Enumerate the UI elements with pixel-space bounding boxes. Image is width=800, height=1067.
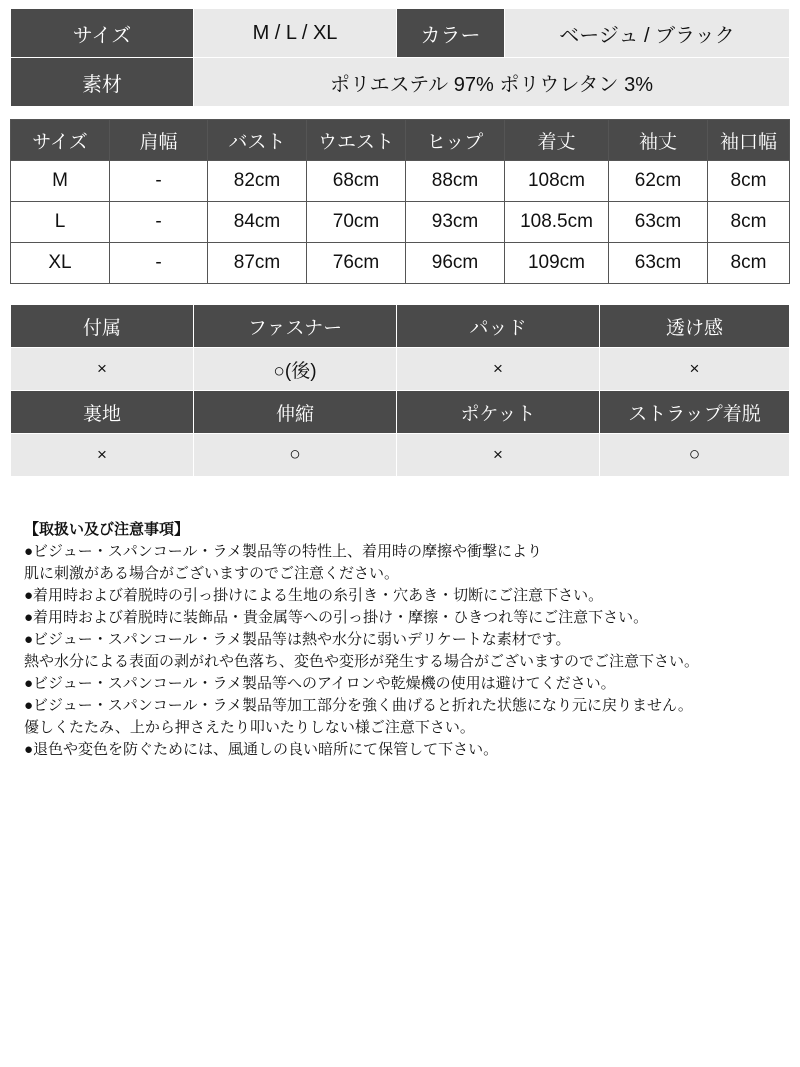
feature-header-pocket: ポケット: [397, 391, 600, 434]
cell-bust: 84cm: [208, 202, 307, 243]
cell-cuff: 8cm: [708, 202, 790, 243]
feature-value-accessory: ×: [11, 348, 194, 391]
feature-value-sheerness: ×: [600, 348, 790, 391]
care-note-line: 肌に刺激がある場合がございますのでご注意ください。: [24, 565, 400, 582]
cell-shoulder: -: [110, 161, 208, 202]
cell-waist: 70cm: [307, 202, 406, 243]
feature-header-sheerness: 透け感: [600, 305, 790, 348]
col-header-shoulder: 肩幅: [110, 120, 208, 161]
spec-size-header: サイズ: [11, 9, 194, 58]
feature-header-strap-detach: ストラップ着脱: [600, 391, 790, 434]
col-header-size: サイズ: [11, 120, 110, 161]
care-note-line: ●ビジュー・スパンコール・ラメ製品等へのアイロンや乾燥機の使用は避けてください。: [24, 675, 616, 692]
feature-header-stretch: 伸縮: [194, 391, 397, 434]
spec-color-header: カラー: [397, 9, 505, 58]
care-note-line: ●ビジュー・スパンコール・ラメ製品等の特性上、着用時の摩擦や衝撃により: [24, 543, 543, 560]
cell-size: L: [11, 202, 110, 243]
feature-value-stretch: ○: [194, 434, 397, 477]
care-note-line: ●退色や変色を防ぐためには、風通しの良い暗所にて保管して下さい。: [24, 741, 499, 758]
cell-cuff: 8cm: [708, 243, 790, 284]
col-header-bust: バスト: [208, 120, 307, 161]
care-note-line: ●着用時および着脱時の引っ掛けによる生地の糸引き・穴あき・切断にご注意下さい。: [24, 587, 604, 604]
cell-cuff: 8cm: [708, 161, 790, 202]
care-note-line: 熱や水分による表面の剥がれや色落ち、変色や変形が発生する場合がございますのでご注意下さい。: [24, 653, 700, 670]
feature-value-strap-detach: ○: [600, 434, 790, 477]
cell-length: 108.5cm: [505, 202, 609, 243]
spec-material-header: 素材: [11, 58, 194, 107]
table-header-row: [11, 120, 790, 161]
col-header-sleeve: 袖丈: [609, 120, 708, 161]
table-row: [11, 348, 790, 391]
cell-bust: 87cm: [208, 243, 307, 284]
cell-waist: 68cm: [307, 161, 406, 202]
spec-material-value: ポリエステル 97% ポリウレタン 3%: [194, 58, 790, 107]
feature-value-pocket: ×: [397, 434, 600, 477]
cell-length: 108cm: [505, 161, 609, 202]
care-note-line: ●ビジュー・スパンコール・ラメ製品等加工部分を強く曲げると折れた状態になり元に戻りません。: [24, 697, 693, 714]
feature-header-zipper: ファスナー: [194, 305, 397, 348]
cell-size: XL: [11, 243, 110, 284]
cell-hip: 88cm: [406, 161, 505, 202]
care-notes-title: 【取扱い及び注意事項】: [24, 521, 190, 538]
cell-shoulder: -: [110, 202, 208, 243]
features-table: [10, 304, 790, 477]
table-row: [11, 202, 790, 243]
cell-bust: 82cm: [208, 161, 307, 202]
col-header-length: 着丈: [505, 120, 609, 161]
col-header-waist: ウエスト: [307, 120, 406, 161]
spec-size-value: M / L / XL: [194, 9, 397, 58]
col-header-hip: ヒップ: [406, 120, 505, 161]
feature-header-pad: パッド: [397, 305, 600, 348]
table-row: [11, 434, 790, 477]
feature-value-pad: ×: [397, 348, 600, 391]
cell-length: 109cm: [505, 243, 609, 284]
cell-size: M: [11, 161, 110, 202]
col-header-cuff: 袖口幅: [708, 120, 790, 161]
table-row: [11, 9, 790, 58]
table-row: [11, 58, 790, 107]
table-row: [11, 243, 790, 284]
care-note-line: ●ビジュー・スパンコール・ラメ製品等は熱や水分に弱いデリケートな素材です。: [24, 631, 571, 648]
spec-summary-table: [10, 8, 790, 107]
feature-header-lining: 裏地: [11, 391, 194, 434]
cell-sleeve: 63cm: [609, 243, 708, 284]
cell-sleeve: 62cm: [609, 161, 708, 202]
feature-value-zipper: ○(後): [194, 348, 397, 391]
cell-hip: 96cm: [406, 243, 505, 284]
cell-hip: 93cm: [406, 202, 505, 243]
care-note-line: 優しくたたみ、上から押さえたり叩いたりしない様ご注意下さい。: [24, 719, 475, 736]
table-row: [11, 161, 790, 202]
spec-color-value: ベージュ / ブラック: [505, 9, 790, 58]
cell-sleeve: 63cm: [609, 202, 708, 243]
feature-value-lining: ×: [11, 434, 194, 477]
measurements-table: [10, 119, 790, 284]
cell-waist: 76cm: [307, 243, 406, 284]
table-header-row: [11, 305, 790, 348]
feature-header-accessory: 付属: [11, 305, 194, 348]
cell-shoulder: -: [110, 243, 208, 284]
table-header-row: [11, 391, 790, 434]
care-notes: [10, 519, 790, 761]
care-note-line: ●着用時および着脱時に装飾品・貴金属等への引っ掛け・摩擦・ひきつれ等にご注意下さい。: [24, 609, 649, 626]
